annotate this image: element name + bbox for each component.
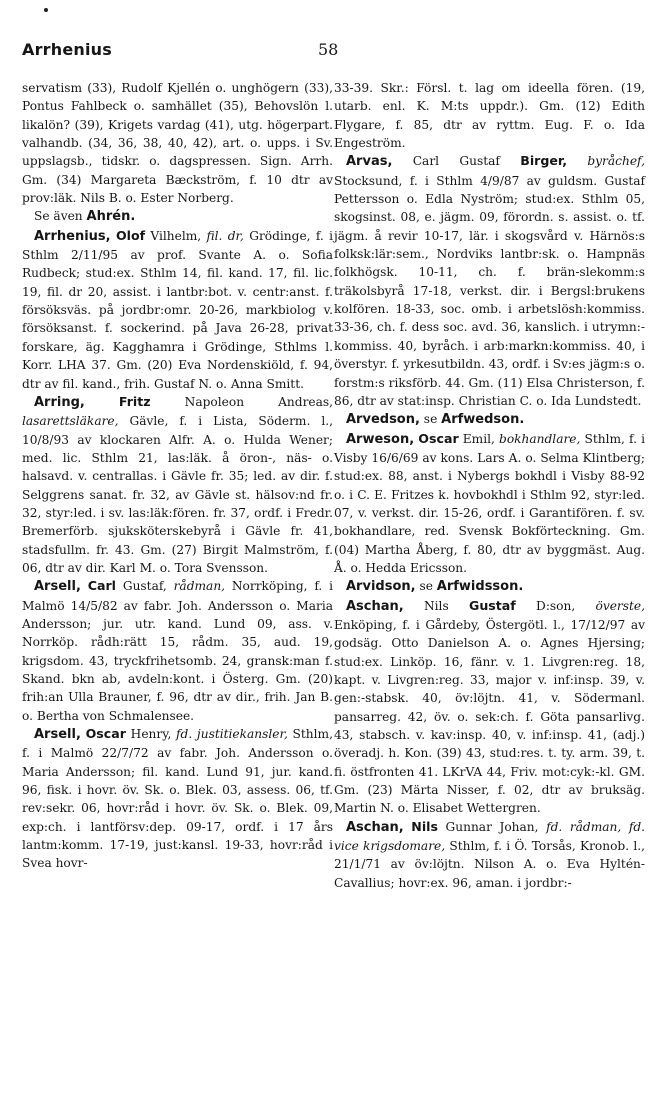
entry-title: fd. rådman, fd. vice krigsdomare, xyxy=(334,819,646,854)
entry-body: Enköping, f. i Gårdeby, Östergötl. l., 17/12/97 av godsäg. Otto Danielson A. o. Agnes Hjersing; stud:ex. Linköp. 16, fänr. v. 1. Livgren:reg. 18, kapt. v. Livgren:reg. 33, major v. inf:insp. 39, v. gen:-stabsk. 40, öv:löjtn. 41, v. Södermanl. pansarreg. 42, öv. o. sek:ch. f. Göta pansarlivg. 43, stabsch. v. kav:insp. 40, v. inf:insp. 41, (adj.) överadj. h. Kon. (39) 43, stud:res. t. ty. arm. 39, t. fi. östfronten 41. LKrVA 44, Friv. mot:cyk:-kl. GM. Gm. (23) Märta Nisser, f. 02, dtr av bruksäg. Martin N. o. Elisabet Wettergren. xyxy=(334,617,645,816)
entry-given-name: Oscar xyxy=(418,430,459,446)
cross-reference-prefix: se xyxy=(415,579,437,594)
cross-reference-target: Ahrén. xyxy=(86,209,136,225)
entry-title: rådman, xyxy=(173,579,226,594)
entry-title: fil. dr, xyxy=(206,228,244,243)
entry-body: Gävle, f. i Lista, Söderm. l., 10/8/93 av klockaren Alfr. A. o. Hulda Wener; med. lic. Sthlm 21, las:läk. å öron-, näs- o. halsavd. v. centrallas. i Gävle fr. 35; led. av dir. f. Selggrens sanat. fr. 32, av Gävle st. hälsov:nd fr. 32, styr:led. i sv. las:läk:fören. fr. 37, ordf. i Fredr. Bremerförb. sjuksköterskebyrå i Gävle fr. 41, stadsfullm. fr. 43. Gm. (27) Birgit Malmström, f. 06, dtr av dir. Karl M. o. Tora Svensson. xyxy=(22,414,333,575)
entry-given-name: Olof xyxy=(115,227,146,243)
entry-arring-fritz xyxy=(22,393,333,577)
entry-surname: Arsell, xyxy=(34,727,81,743)
cross-reference-target: Arfwedson. xyxy=(441,412,525,428)
entry-aschan-nils xyxy=(334,818,645,892)
entry-surname: Arvas, xyxy=(346,154,393,170)
entry-given-rest: Emil, xyxy=(458,431,500,446)
entry-body: Sthlm, f. i Visby 16/6/69 av kons. Lars A. o. Selma Klintberg; stud:ex. 88, anst. i Nybergs bokhdl i Visby 88-92 o. i C. E. Fritzes k. hovbokhdl i Sthlm 92, styr:led. 07, v. verkst. dir. 15-26, ordf. i Garantifören. f. sv. bokhandlare, red. Svensk Bokförteckning. Gm. (04) Martha Åberg, f. 80, dtr av byggmäst. Aug. Å. o. Hedda Ericsson. xyxy=(334,431,645,575)
left-column xyxy=(22,79,333,873)
entry-given-rest: Vilhelm, xyxy=(145,228,207,243)
cross-reference-target: Arfwidsson. xyxy=(436,579,524,595)
entry-body: Norrköping, f. i Malmö 14/5/82 av fabr. Joh. Andersson o. Maria Andersson; jur. utr. kand. Lund 09, ass. v. Norrköp. rådh:rätt 15, rådm. 35, aud. 19, krigsdom. 43, tryckfrihetsomb. 24, gransk:man f. Skand. bkn ab, avdeln:kont. i Österg. Gm. (20) frih:an Ulla Brauner, f. 96, dtr av dir., frih. Jan B. o. Bertha von Schmalensee. xyxy=(22,579,333,723)
entry-surname: Arsell, xyxy=(34,579,81,595)
entry-given-rest: D:son, xyxy=(515,598,596,613)
entry-given-name: Birger, xyxy=(520,153,568,169)
entry-title: lasarettsläkare, xyxy=(22,414,119,429)
cross-reference-prefix: se xyxy=(419,412,442,427)
entry-given-name: Nils xyxy=(411,818,438,834)
entry-given-rest: Gunnar Johan, xyxy=(437,819,547,834)
cross-reference-surname: Arvedson, xyxy=(346,412,420,428)
entry-surname: Aschan, xyxy=(346,819,404,835)
entry-given-rest: Gustaf, xyxy=(116,579,174,594)
cross-reference-prefix: Se även xyxy=(34,209,87,224)
entry-surname: Arweson, xyxy=(346,431,415,447)
entry-title: överste, xyxy=(595,598,645,613)
cross-reference xyxy=(22,207,333,226)
entry-title: bokhandlare, xyxy=(499,431,581,446)
entry-given-name: Carl xyxy=(87,578,116,594)
entry-given-name: Gustaf xyxy=(468,597,516,613)
entry-surname: Aschan, xyxy=(346,598,404,614)
entry-body: Sthlm, f. i Ö. Torsås, Kronob. l., 21/1/71 av öv:löjtn. Nilson A. o. Eva Hyltén-Cavallius; hovr:ex. 96, aman. i jordbr:- xyxy=(334,839,645,890)
entry-given-name: Fritz xyxy=(118,393,151,409)
entry-title: byråchef, xyxy=(587,154,645,169)
entry-title: fd. justitiekansler, xyxy=(176,727,288,742)
stray-dot-mark xyxy=(44,8,48,12)
entry-body: Grödinge, f. i Sthlm 2/11/95 av prof. Svante A. o. Sofia Rudbeck; stud:ex. Sthlm 14, fil. kand. 17, fil. lic. 19, fil. dr 20, assist. i lantbr:bot. v. centr:anst. f. försöksväs. på jordbr:omr. 20-26, markbiolog v. försöksanst. f. sockerind. på Java 26-28, privat forskare, äg. Kagghamra i Grödinge, Sthlms l. Korr. LHA 37. Gm. (20) Eva Nordenskiöld, f. 94, dtr av fil. kand., frih. Gustaf N. o. Anna Smitt. xyxy=(22,228,334,391)
entry-aschan-gustaf xyxy=(334,597,645,818)
entry-given-pre: Nils xyxy=(403,598,469,613)
entry-arvas-birger xyxy=(334,152,645,410)
entry-surname: Arrhenius, xyxy=(34,228,111,244)
entry-body: Sthlm, f. i Malmö 22/7/72 av fabr. Joh. Andersson o. Maria Andersson; fil. kand. Lund 91, jur. kand. 96, fisk. i hovr. öv. Sk. o. Blek. 03, assess. 06, tf. rev:sekr. 06, hovr:råd i hovr. öv. Sk. o. Blek. 09, exp:ch. i lantförsv:dep. 09-17, ordf. i 17 års lantm:komm. 17-19, just:kansl. 19-33, hovr:råd i Svea hovr- xyxy=(22,727,333,871)
entry-given-rest: Henry, xyxy=(125,727,177,742)
cross-reference-surname: Arvidson, xyxy=(346,579,416,595)
entry-arsell-carl xyxy=(22,577,333,725)
right-column xyxy=(334,79,645,892)
entry-arrhenius-olof xyxy=(22,227,333,393)
entry-arsell-oscar xyxy=(22,725,333,873)
entry-given-name: Oscar xyxy=(85,726,126,742)
entry-surname: Arring, xyxy=(34,394,85,410)
entry-arweson-oscar xyxy=(334,430,645,578)
entry-given-rest: Napoleon Andreas, xyxy=(150,394,334,409)
cross-reference xyxy=(334,577,645,596)
entry-body: Stocksund, f. i Sthlm 4/9/87 av guldsm. Gustaf Pettersson o. Edla Nyström; stud:ex. Sthlm 05, skogsinst. 08, e. jägm. 09, förordn. s. assist. o. tf. jägm. å revir 10-17, lär. i skogsvård v. Härnös:s folksk:lär:sem., Nordviks lantbr:sk. o. Hampnäs folkhögsk. 10-11, ch. f. brän-slekomm:s träkolsbyrå 17-18, verkst. dir. i Bergsl:brukens kolfören. 18-33, soc. omb. i arbetslösh:kommiss. 33-36, ch. f. dess soc. avd. 36, kanslich. i utrymn:-kommiss. 40, byråch. i arb:markn:kommiss. 40, i överstyr. f. yrkesutbildn. 43, ordf. i Sv:es jägm:s o. forstm:s riksförb. 44. Gm. (11) Elsa Christerson, f. 86, dtr av stat:insp. Christian C. o. Ida Lundstedt. xyxy=(334,173,645,408)
page-number: 58 xyxy=(318,40,339,59)
entry-given-pre: Carl Gustaf xyxy=(392,154,521,169)
entry-continued xyxy=(334,79,645,152)
entry-continued xyxy=(22,79,333,207)
running-head: Arrhenius xyxy=(22,40,112,59)
entry-body: servatism (33), Rudolf Kjellén o. unghögern (33), Pontus Fahlbeck o. samhället (35), Behovslön l. likalön? (39), Krigets vardag (41), utg. högerpart. valhandb. (34, 36, 38, 40, 42), art. o. upps. i Sv. uppslagsb., tidskr. o. dagspressen. Sign. Arrh. Gm. (34) Margareta Bæckström, f. 10 dtr av prov:läk. Nils B. o. Ester Norberg. xyxy=(22,81,333,206)
entry-body: 33-39. Skr.: Försl. t. lag om ideella fören. (19, utarb. enl. K. M:ts uppdr.). Gm. (12) Edith Flygare, f. 85, dtr av ryttm. Eug. F. o. Ida Engeström. xyxy=(334,81,645,151)
cross-reference xyxy=(334,410,645,429)
